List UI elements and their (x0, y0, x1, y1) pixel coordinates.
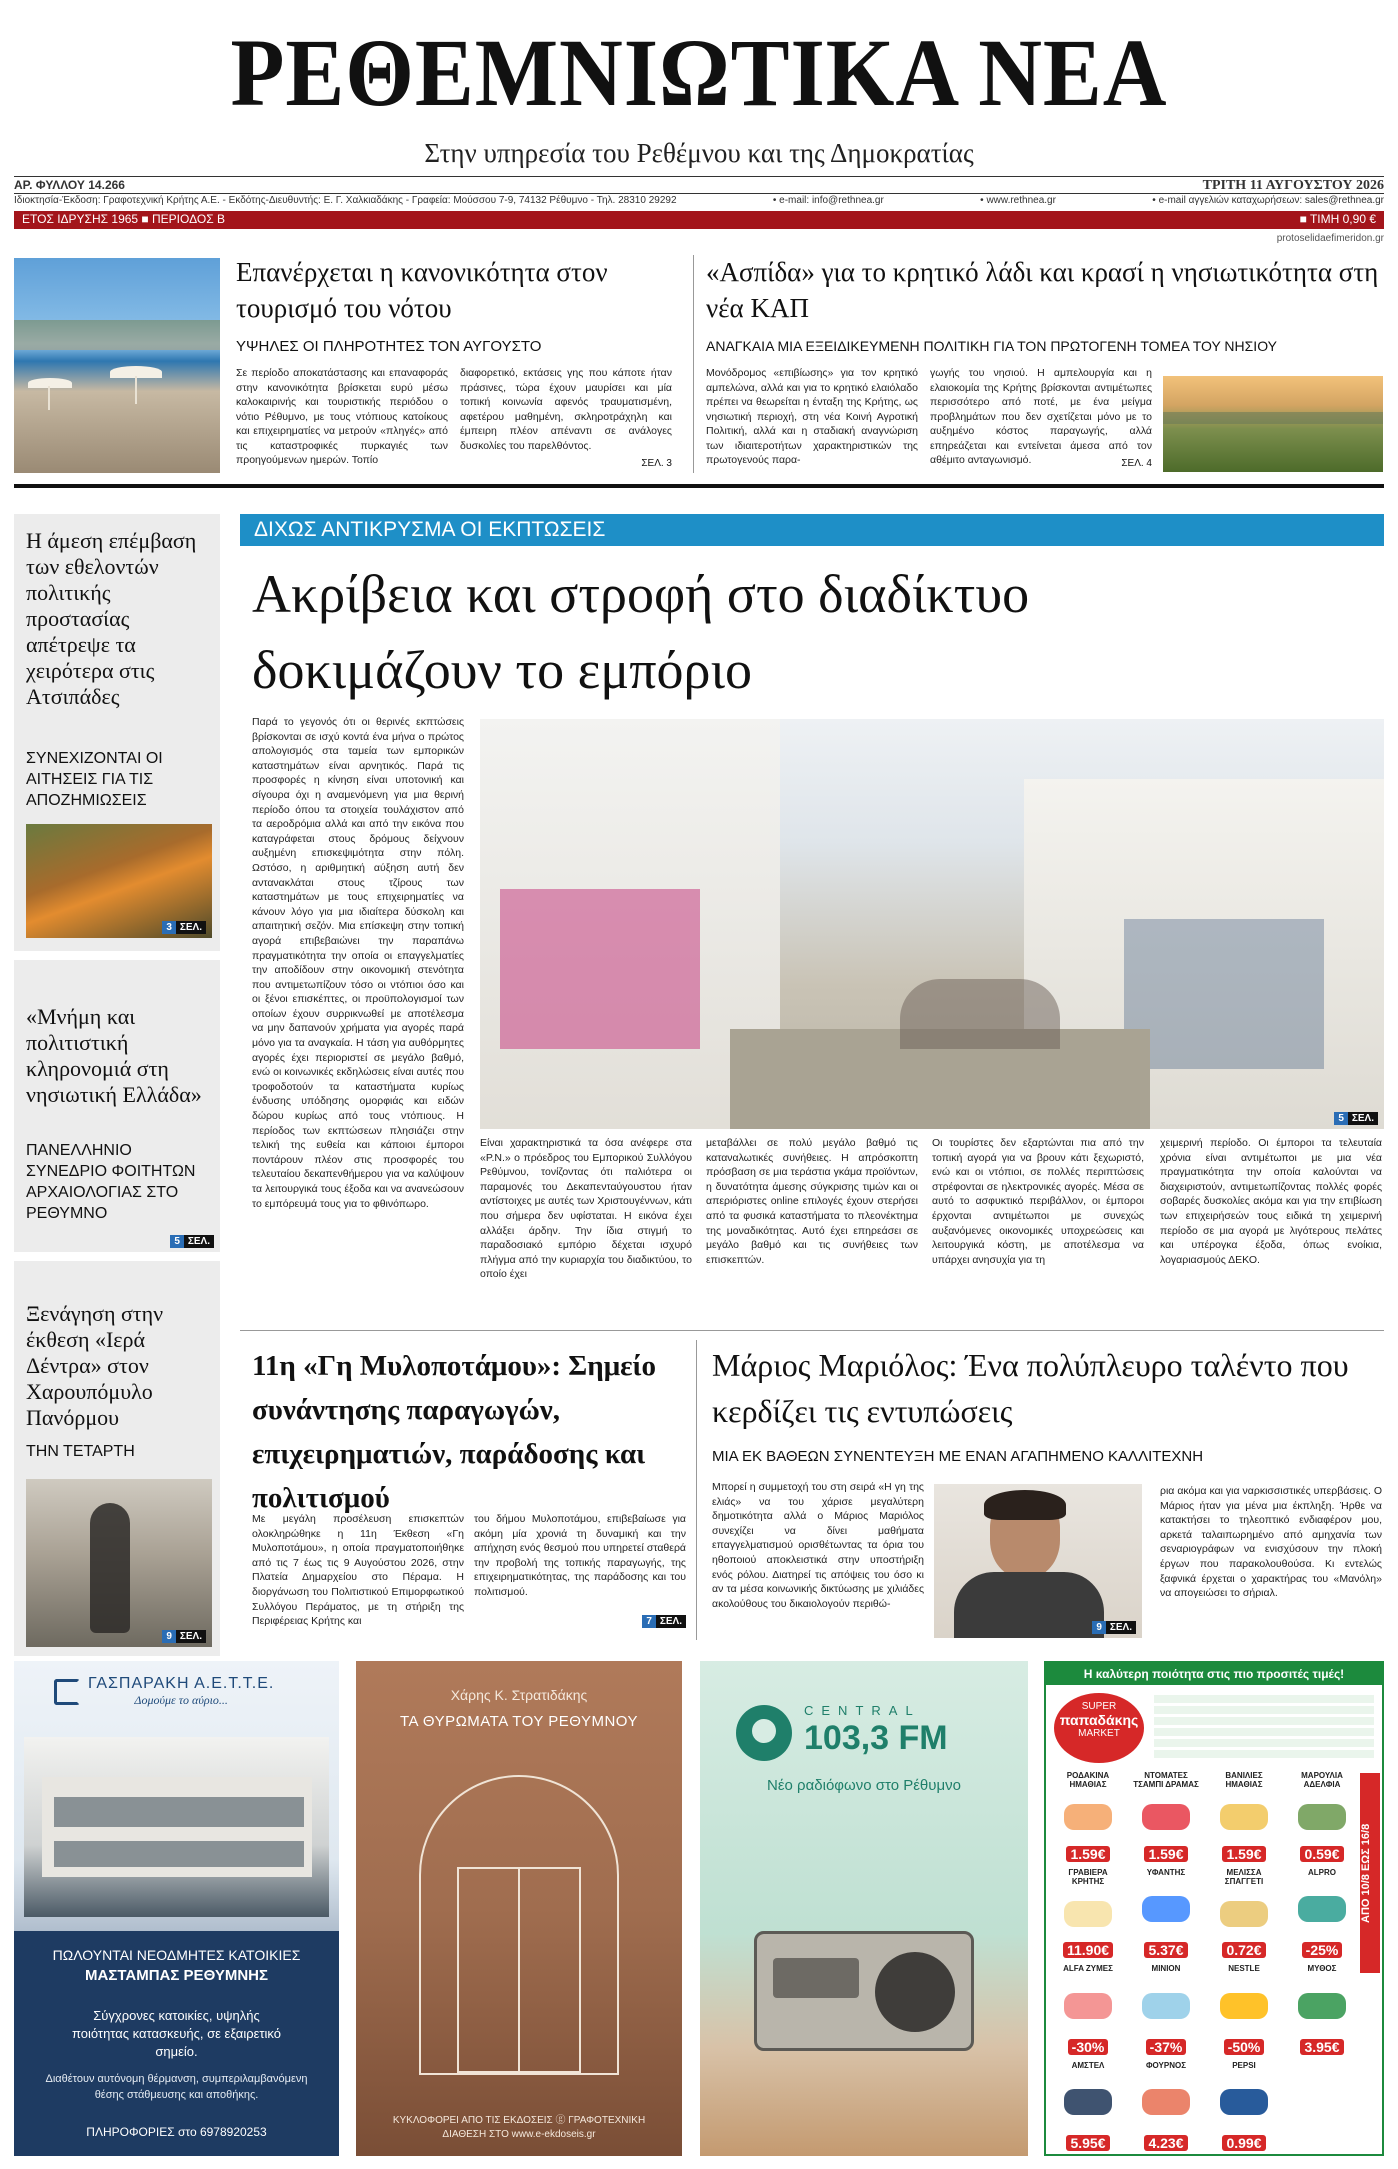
page-label: ΣΕΛ. (176, 921, 206, 934)
radio-frequency: 103,3 FM (804, 1719, 948, 1757)
market-item-image (1064, 1993, 1112, 2019)
market-item-price: -30% (1068, 2039, 1109, 2055)
top-right-col1: Μονόδρομος «επιβίωσης» για τον κρητικό αμπελώνα, αλλά και για το κρητικό ελαιόλαδο πρέπει να θεωρείται η ένταξη της Κρήτης, ως νησιωτική περιοχή, στη νέα Κοινή Αγροτική Πολιτική, αλλά και η σταδιακή αναγνώριση των ιδιαιτεροτήτων χαρακτηριστικών της πρωτογενούς παρα- (706, 367, 918, 466)
market-item-image (1064, 1804, 1112, 1830)
market-item-name: ΜΙΝΙΟΝ (1151, 1964, 1181, 1973)
mariolos-headline[interactable]: Μάριος Μαριόλος: Ένα πολύπλευρο ταλέντο που κερδίζει τις εντυπώσεις (712, 1347, 1349, 1429)
top-left-headline[interactable]: Επανέρχεται η κανονικότητα στον τουρισμό του νότου (236, 257, 608, 323)
gasparaki-line1: ΠΩΛΟΥΝΤΑΙ ΝΕΟΔΜΗΤΕΣ ΚΑΤΟΙΚΙΕΣ (52, 1947, 301, 1963)
page-label: ΣΕΛ. (656, 1615, 686, 1628)
mylopotamos-col1: Με μεγάλη προσέλευση επισκεπτών ολοκληρώθηκε η 11η Έκθεση «Γη Μυλοποτάμου», η οποία πραγματοποιήθηκε από τις 7 έως τις 9 Αυγούστου 2026, στην Πλατεία Δημαρχείου στο Πέραμα. Η διοργάνωση του Πολιτιστικού Επιμορφωτικού Συλλόγου Περάματος, με τη στήριξη της Περιφέρειας Κρήτης και (252, 1513, 464, 1628)
market-item-image (1142, 1804, 1190, 1830)
main-story-intro: Παρά το γεγονός ότι οι θερινές εκπτώσεις βρίσκονται σε ισχύ κοντά ένα μήνα ο πρώτος απολογισμός στα ταμεία των εμπορικών καταστημάτων είναι αρνητικός. Παρά τις προσφορές η κίνηση είναι υποτονική και σίγουρα όχι η αναμενόμενη για μια θερινή περίοδο όπου τα στοιχεία τουλάχιστον από τα αεροδρόμια αλλά και από την εικόνα που καταγράφεται στους δρόμους δείχνουν αυξημένη επισκεψιμότητα στην πόλη. Ωστόσο, η αριθμητική αύξηση αυτή δεν αντανακλάται στους τζίρους των καταστημάτων με τους επιχειρηματίες να κάνουν λόγο για μια ιδιαίτερα δύσκολη και απαιτητική σεζόν. Μια επίσκεψη στην τοπική αγορά επιβεβαιώνει την παραπάνω πραγματικότητα την οποία οι επαγγελματίες την αποδίδουν στην οικονομική στενότητα που αντιμετωπίζουν τόσο οι ντόπιοι όσο και οι ξένοι επισκέπτες, οι προϋπολογισμοί των οποίων έχουν συρρικνωθεί με αποτέλεσμα να μην δαπανούν χρήματα για αγορές παρά μόνο για τα αναγκαία. Η τάση για αυθόρμητες αγορές έχει περιοριστεί σε μεγάλο βαθμό, ενώ οι κοινωνικές εκδηλώσεις είναι αυτές που τροφοδοτούν τα καταστήματα κυρίως ένδυσης υπόδησης ομορφιάς και ειδών δώρου κυρίως από τους ντόπιους. Η περίοδος των εκπτώσεων πλησιάζει στην τελική της ευθεία και κάποιοι έμποροι ποντάρουν πλέον στις προσφορές του τελευταίου δεκαπενθήμερου για να καλύψουν τα λειτουργικά τους έξοδα και να ανανεώσουν το εμπόρευμά τους για το φθινόπωρο. (252, 716, 464, 1210)
top-right-page-ref[interactable]: ΣΕΛ. 4 (1121, 458, 1152, 469)
sidebar-story-3-kicker: ΤΗΝ ΤΕΤΑΡΤΗ (26, 1443, 135, 1460)
price: ■ ΤΙΜΗ 0,90 € (1299, 212, 1376, 226)
issue-row (14, 178, 1384, 194)
page-number-badge: 9 (1092, 1621, 1106, 1634)
main-headline-line1: Ακρίβεια και στροφή στο διαδίκτυο (252, 564, 1030, 624)
doorway-illustration (419, 1775, 619, 2075)
issue-date: ΤΡΙΤΗ 11 ΑΥΓΟΥΣΤΟΥ 2026 (1202, 178, 1384, 193)
book-author: Χάρης Κ. Στρατιδάκης (450, 1687, 588, 1703)
page-number-badge: 5 (170, 1235, 184, 1248)
gasparaki-slogan: Δομούμε το αύριο... (134, 1693, 228, 1707)
sidebar-story-1[interactable] (14, 514, 220, 951)
main-story-col-a: Είναι χαρακτηριστικά τα όσα ανέφερε στα «Ρ.Ν.» ο πρόεδρος του Εμπορικού Συλλόγου Ρεθύμνου, τονίζοντας ότι παλιότερα οι παραμονές του Δεκαπενταύγουστου ήταν αντίστοιχες με αυτές των Χριστουγέννων, κάτι που σήμερα δεν υφίσταται. Η εικόνα έχει αλλάξει άρδην. Την ίδια στιγμή το παραδοσιακό εμπόριο δέχεται ισχυρό πλήγμα από την κυριαρχία του διαδικτύου, το οποίο έχει (480, 1137, 693, 1281)
market-item (1130, 1771, 1202, 1862)
market-item-name: ΥΦΑΝΤΗΣ (1146, 1867, 1186, 1877)
market-item-price: 1.59€ (1144, 1846, 1187, 1862)
market-item-image (1220, 1993, 1268, 2019)
top-left-col2: διαφορετικό, εκτάσεις γης που κάποτε ήταν πράσινες, τώρα έχουν μαυρίσει και μία τοπική κοινωνία αφενός τραυματισμένη, αφετέρου μαθημένη, σκληροτράχηλη και έμπειρη πλέον απέναντι σε ανάλογες δυσκολίες του παρελθόντος. (460, 367, 672, 452)
market-item (1052, 1771, 1124, 1862)
main-headline-line2: δοκιμάζουν το εμπόριο (252, 640, 753, 700)
masthead: ΡΕΘΕΜΝΙΩΤΙΚΑ ΝΕΑ (230, 19, 1168, 126)
radio-tagline: Νέο ραδιόφωνο στο Ρέθυμνο (767, 1777, 961, 1794)
gasparaki-line3: Σύγχρονες κατοικίες, υψηλής ποιότητας κατασκευής, σε εξαιρετικό σημείο. (71, 2008, 281, 2059)
building-render (24, 1737, 329, 1917)
main-story-col-d: χειμερινή περίοδο. Οι έμποροι τα τελευταία χρόνια είναι αντιμέτωποι με μια νέα πραγματικότητα την οποία καλούνται να διαχειριστούν, αντιμετωπίζοντας πολλές φορές σοβαρές δυσκολίες ακόμα και για την επιβίωση των επιχειρήσεών τους ειδικά τη χειμερινή περίοδο σε μια αγορά με λιγότερους πελάτες και υπέρογκα έξοδα, όπως ενοίκια, λογαριασμούς ΔΕΚΟ. (1160, 1137, 1382, 1266)
market-item (1130, 1868, 1202, 1959)
market-item (1052, 2061, 1124, 2152)
market-item-price: 0.72€ (1222, 1942, 1265, 1958)
sidebar-story-2-title[interactable]: «Μνήμη και πολιτιστική κληρονομιά στη νησιωτική Ελλάδα» (26, 1004, 202, 1107)
column-divider (693, 255, 694, 473)
market-item-price: 11.90€ (1063, 1942, 1113, 1958)
issue-number: ΑΡ. ΦΥΛΛΟΥ 14.266 (14, 178, 125, 192)
page-number-badge: 5 (1334, 1112, 1348, 1125)
sidebar-story-1-kicker: ΣΥΝΕΧΙΖΟΝΤΑΙ ΟΙ ΑΙΤΗΣΕΙΣ ΓΙΑ ΤΙΣ ΑΠΟΖΗΜΙΩΣΕΙΣ (26, 750, 163, 809)
page-number-badge: 9 (162, 1630, 176, 1643)
market-logo-mid: παπαδάκης (1059, 1712, 1139, 1728)
market-item-name: PEPSI (1232, 2060, 1256, 2070)
market-item (1208, 1964, 1280, 2055)
top-left-page-ref[interactable]: ΣΕΛ. 3 (641, 458, 672, 469)
market-item-price: -25% (1302, 1942, 1343, 1958)
mariolos-col1: Μπορεί η συμμετοχή του στη σειρά «Η γη της ελιάς» να του χάρισε μεγαλύτερη δημοτικότητα αλλά ο Μάριος Μαριόλος συνεχίζει να δίνει μαθήματα επαγγελματισμού ορισθέτωντας τα όρια του ηθοποιού αποκλειστικά στην υποστήριξη ενός ρόλου. Διατηρεί τις απόψεις του όσο κι αν τα μέσα κοινωνικής δικτύωσης με χιλιάδες ακολούθους του δικαιολογούν περιθώ- (712, 1481, 924, 1610)
vineyard-photo (1163, 376, 1383, 472)
market-item-name: ΜΕΛΙΣΣΑ ΣΠΑΓΓΕΤΙ (1224, 1867, 1264, 1886)
market-item-image (1220, 1804, 1268, 1830)
market-item-price: 5.37€ (1144, 1942, 1187, 1958)
sidebar-story-3-title[interactable]: Ξενάγηση στην έκθεση «Ιερά Δέντρα» στον Χαρουπόμυλο Πανόρμου (26, 1301, 164, 1430)
founding-year: ΕΤΟΣ ΙΔΡΥΣΗΣ 1965 ■ ΠΕΡΙΟΔΟΣ Β (22, 212, 225, 226)
divider (14, 176, 1384, 177)
market-item-image (1220, 1901, 1268, 1927)
divider (14, 193, 1384, 194)
top-right-headline[interactable]: «Ασπίδα» για το κρητικό λάδι και κρασί η νησιωτικότητα στη νέα ΚΑΠ (706, 257, 1379, 323)
supermarket-ad[interactable] (1044, 1661, 1384, 2156)
page-label: ΣΕΛ. (184, 1235, 214, 1248)
radio-logo-icon (736, 1705, 792, 1761)
market-product-grid (1052, 1771, 1358, 2151)
book-title: ΤΑ ΘΥΡΩΜΑΤΑ ΤΟΥ ΡΕΘΥΜΝΟΥ (399, 1713, 638, 1730)
market-item-price: 4.23€ (1144, 2135, 1187, 2151)
mariolos-kicker: ΜΙΑ ΕΚ ΒΑΘΕΩΝ ΣΥΝΕΝΤΕΥΞΗ ΜΕ ΕΝΑΝ ΑΓΑΠΗΜΕΝΟ ΚΑΛΛΙΤΕΧΝΗ (712, 1448, 1204, 1465)
market-item-name: ALPRO (1308, 1867, 1336, 1877)
market-addresses (1154, 1695, 1374, 1761)
market-item (1130, 1964, 1202, 2055)
market-item-image (1142, 1896, 1190, 1922)
mariolos-photo (934, 1484, 1142, 1638)
market-item-image (1298, 1896, 1346, 1922)
market-logo (1054, 1693, 1144, 1763)
top-right-kicker: ΑΝΑΓΚΑΙΑ ΜΙΑ ΕΞΕΙΔΙΚΕΥΜΕΝΗ ΠΟΛΙΤΙΚΗ ΓΙΑ ΤΟΝ ΠΡΩΤΟΓΕΝΗ ΤΟΜΕΑ ΤΟΥ ΝΗΣΙΟΥ (706, 338, 1277, 354)
gasparaki-ad[interactable] (14, 1661, 339, 2156)
top-left-kicker: ΥΨΗΛΕΣ ΟΙ ΠΛΗΡΟΤΗΤΕΣ ΤΟΝ ΑΥΓΟΥΣΤΟ (236, 338, 542, 355)
page-label: ΣΕΛ. (176, 1630, 206, 1643)
market-item-price: 0.99€ (1222, 2135, 1265, 2151)
main-story-col-c: Οι τουρίστες δεν εξαρτώνται πια από την τοπική αγορά για να βρουν κάτι ξεχωριστό, ενώ και οι ντόπιοι, σε πολλές περιπτώσεις στρέφονται σε ηλεκτρονικές αγορές. Μέσα σε αυτό το ασφυκτικό περιβάλλον, οι έμποροι έρχονται αντιμέτωποι με συνεχώς αυξανόμενες οικονομικές υποχρεώσεις και λειτουργικά κόστη, με αποτέλεσμα να υπάρχει ανησυχία για τη (932, 1137, 1144, 1266)
market-item-image (1298, 1993, 1346, 2019)
market-item-image (1142, 2089, 1190, 2115)
section-divider (240, 1330, 1384, 1331)
market-item-name: ALFA ΖΥΜΕΣ (1063, 1964, 1113, 1973)
mylopotamos-col2: του δήμου Μυλοποτάμου, επιβεβαίωσε για ακόμη μία χρονιά τη δυναμική και την απήχηση ενός θεσμού που υπηρετεί σταθερά την προβολή της τοπικής παραγωγής, της επιχειρηματικότητας, της παράδοσης και του πολιτισμού. (474, 1513, 686, 1598)
main-story-headline[interactable] (252, 556, 1372, 708)
website-link[interactable]: • www.rethnea.gr (980, 195, 1056, 206)
market-item-image (1064, 2089, 1112, 2115)
market-item-name: ΜΥΘΟΣ (1307, 1964, 1337, 1973)
market-item-price: -50% (1224, 2039, 1265, 2055)
sales-email[interactable]: • e-mail αγγελιών καταχωρήσεων: sales@rethnea.gr (1152, 195, 1384, 206)
sidebar-story-3[interactable] (14, 1261, 220, 1656)
market-item-name: ΡΟΔΑΚΙΝΑ ΗΜΑΘΙΑΣ (1066, 1771, 1110, 1789)
beach-photo (14, 258, 220, 473)
market-item-name: ΦΟΥΡΝΟΣ (1145, 2060, 1187, 2070)
market-item (1130, 2061, 1202, 2152)
market-item-image (1064, 1901, 1112, 1927)
fire-photo (26, 824, 212, 938)
sidebar-story-2-kicker: ΠΑΝΕΛΛΗΝΙΟ ΣΥΝΕΔΡΙΟ ΦΟΙΤΗΤΩΝ ΑΡΧΑΙΟΛΟΓΙΑΣ ΣΤΟ ΡΕΘΥΜΝΟ (26, 1142, 196, 1222)
g-logo-icon (54, 1679, 80, 1705)
market-item-price: 3.95€ (1300, 2039, 1343, 2055)
page-number-badge: 3 (162, 921, 176, 934)
market-item (1286, 1964, 1358, 2055)
gasparaki-brand: ΓΑΣΠΑΡΑΚΗ Α.Ε.Τ.Τ.Ε. (88, 1675, 275, 1692)
publisher-info: Ιδιοκτησία-Έκδοση: Γραφοτεχνική Κρήτης Α.Ε. - Εκδότης-Διευθυντής: Ε. Γ. Χαλκιαδάκης - Γραφεία: Μούσσου 7-9, 74132 Ρέθυμνο - Τηλ. 28310 29292 (14, 195, 677, 206)
radio-illustration (754, 1931, 974, 2051)
email-info[interactable]: • e-mail: info@rethnea.gr (772, 195, 884, 206)
market-dates: ΑΠΟ 10/8 ΕΩΣ 16/8 (1360, 1773, 1380, 1973)
book-footer-1: ΚΥΚΛΟΦΟΡΕΙ ΑΠΟ ΤΙΣ ΕΚΔΟΣΕΙΣ ⓖ ΓΡΑΦΟΤΕΧΝΙΚΗ (392, 2115, 646, 2126)
street-photo (480, 719, 1384, 1129)
page-number-badge: 7 (642, 1615, 656, 1628)
market-item-price: 1.59€ (1222, 1846, 1265, 1862)
market-item-price: 1.59€ (1066, 1846, 1109, 1862)
radio-ad[interactable] (700, 1661, 1028, 2156)
main-story-col-b: μεταβάλλει σε πολύ μεγάλο βαθμό τις καταναλωτικές συνήθειες. Η απρόσκοπτη πρόσβαση σε μια τεράστια γκάμα προϊόντων, η δυνατότητα άμεσης σύγκρισης τιμών και οι απεριόριστες online επιλογές έχουν στερήσει από τα φυσικά καταστήματα το πλεονέκτημα της μοναδικότητας. Αυτό έχει επηρεάσει σε μεγάλο βαθμό και τις συνήθειες των επισκεπτών. (706, 1137, 918, 1266)
market-item-name: ΝΤΟΜΑΤΕΣ ΤΣΑΜΠΙ ΔΡΑΜΑΣ (1133, 1771, 1199, 1789)
mylopotamos-page-ref[interactable] (638, 1610, 686, 1628)
market-item (1208, 2061, 1280, 2152)
market-item-name: ΓΡΑΒΙΕΡΑ ΚΡΗΤΗΣ (1068, 1867, 1108, 1886)
section-divider (14, 484, 1384, 488)
market-item (1052, 1964, 1124, 2055)
market-logo-top: SUPER (1081, 1701, 1117, 1712)
sidebar-story-1-title[interactable]: Η άμεση επέμβαση των εθελοντών πολιτικής προστασίας απέτρεψε τα χειρότερα στις Ατσιπάδες (26, 528, 197, 709)
market-item (1286, 1771, 1358, 1862)
page-label: ΣΕΛ. (1348, 1112, 1378, 1125)
book-footer-2[interactable]: ΔΙΑΘΕΣΗ ΣΤΟ www.e-ekdoseis.gr (442, 2129, 596, 2140)
market-item (1208, 1771, 1280, 1862)
gasparaki-phone[interactable]: ΠΛΗΡΟΦΟΡΙΕΣ στο 6978920253 (86, 2125, 267, 2139)
market-item-name: ΒΑΝΙΛΙΕΣ ΗΜΑΘΙΑΣ (1225, 1771, 1263, 1789)
main-story-banner: ΔΙΧΩΣ ΑΝΤΙΚΡΥΣΜΑ ΟΙ ΕΚΠΤΩΣΕΙΣ (240, 514, 1384, 546)
market-item-image (1142, 1993, 1190, 2019)
market-item-price: 5.95€ (1066, 2135, 1109, 2151)
mylopotamos-headline[interactable]: 11η «Γη Μυλοποτάμου»: Σημείο συνάντησης παραγωγών, επιχειρηματιών, παράδοσης και πολιτισμού (252, 1350, 657, 1514)
market-item-image (1220, 2089, 1268, 2115)
market-item (1208, 1868, 1280, 1959)
credit-text: protoselidaefimeridon.gr (1276, 233, 1384, 244)
market-item-price: 0.59€ (1300, 1846, 1343, 1862)
sidebar-story-2[interactable] (14, 960, 220, 1252)
column-divider (696, 1340, 697, 1640)
publisher-row (14, 195, 1384, 206)
market-item-image (1298, 1804, 1346, 1830)
market-item-name: ΜΑΡΟΥΛΙΑ ΑΔΕΛΦΙΑ (1301, 1771, 1343, 1789)
top-left-col1: Σε περίοδο αποκατάστασης και επαναφοράς στην κανονικότητα βρίσκεται ευρύ μέσω καλοκαιρινής και τουριστικής περιόδου ο νότιο Ρέθυμνο, με τους ντόπιους κατοίκους και επιχειρηματίες να μετρούν «πληγές» από τις καταστροφικές πυρκαγιές των προηγούμενων ημερών. Τοπίο (236, 367, 448, 466)
gasparaki-line4: Διαθέτουν αυτόνομη θέρμανση, συμπεριλαμβανόμενη θέσης στάθμευσης και αποθήκης. (45, 2073, 308, 2101)
page-label: ΣΕΛ. (1106, 1621, 1136, 1634)
top-right-col2: γωγής του νησιού. Η αμπελουργία και η ελαιοκομία της Κρήτης βρίσκονται αντιμέτωπες περισσότερο από ποτέ, με ένα μείγμα προβλημάτων που δεν σχετίζεται μόνο με το αυξημένο κόστος παραγωγής, αλλά επηρεάζεται και εντείνεται άμεσα από τον αθέμιτο ανταγωνισμό. (930, 367, 1152, 466)
market-header: Η καλύτερη ποιότητα στις πιο προσιτές τιμές! (1046, 1663, 1382, 1685)
book-ad[interactable] (356, 1661, 682, 2156)
gasparaki-line2: ΜΑΣΤΑΜΠΑΣ ΡΕΘΥΜΝΗΣ (85, 1967, 268, 1984)
market-logo-bot: MARKET (1078, 1728, 1120, 1739)
founding-bar (14, 211, 1384, 229)
market-item-name: NESTLE (1228, 1964, 1260, 1973)
radio-brand: CENTRAL (804, 1703, 921, 1718)
market-item (1052, 1868, 1124, 1959)
mariolos-col2: ρια ακόμα και για ναρκισσιστικές υπερβάσεις. Ο Μάριος ήταν για μένα μια έκπληξη. Ήρθε να κατακτήσει το τηλεοπτικό ενδιαφέρον μου, αρκετά ταλαιπωρημένο από αμηχανία των σεναριογράφων να ενισχύσουν την πλοκή έργων που παρακολουθούσα. Κι εντελώς ξαφνικά έρχεται ο χαρακτήρας του «Μανόλη» να απογειώσει το σήριαλ. (1160, 1485, 1382, 1600)
masthead-subtitle: Στην υπηρεσία του Ρεθέμνου και της Δημοκρατίας (424, 138, 974, 168)
gasparaki-logo (54, 1675, 274, 1708)
market-item-price: -37% (1146, 2039, 1187, 2055)
market-item-name: ΑΜΣΤΕΛ (1071, 2060, 1105, 2070)
market-item (1286, 1868, 1358, 1959)
dancer-photo (26, 1479, 212, 1647)
